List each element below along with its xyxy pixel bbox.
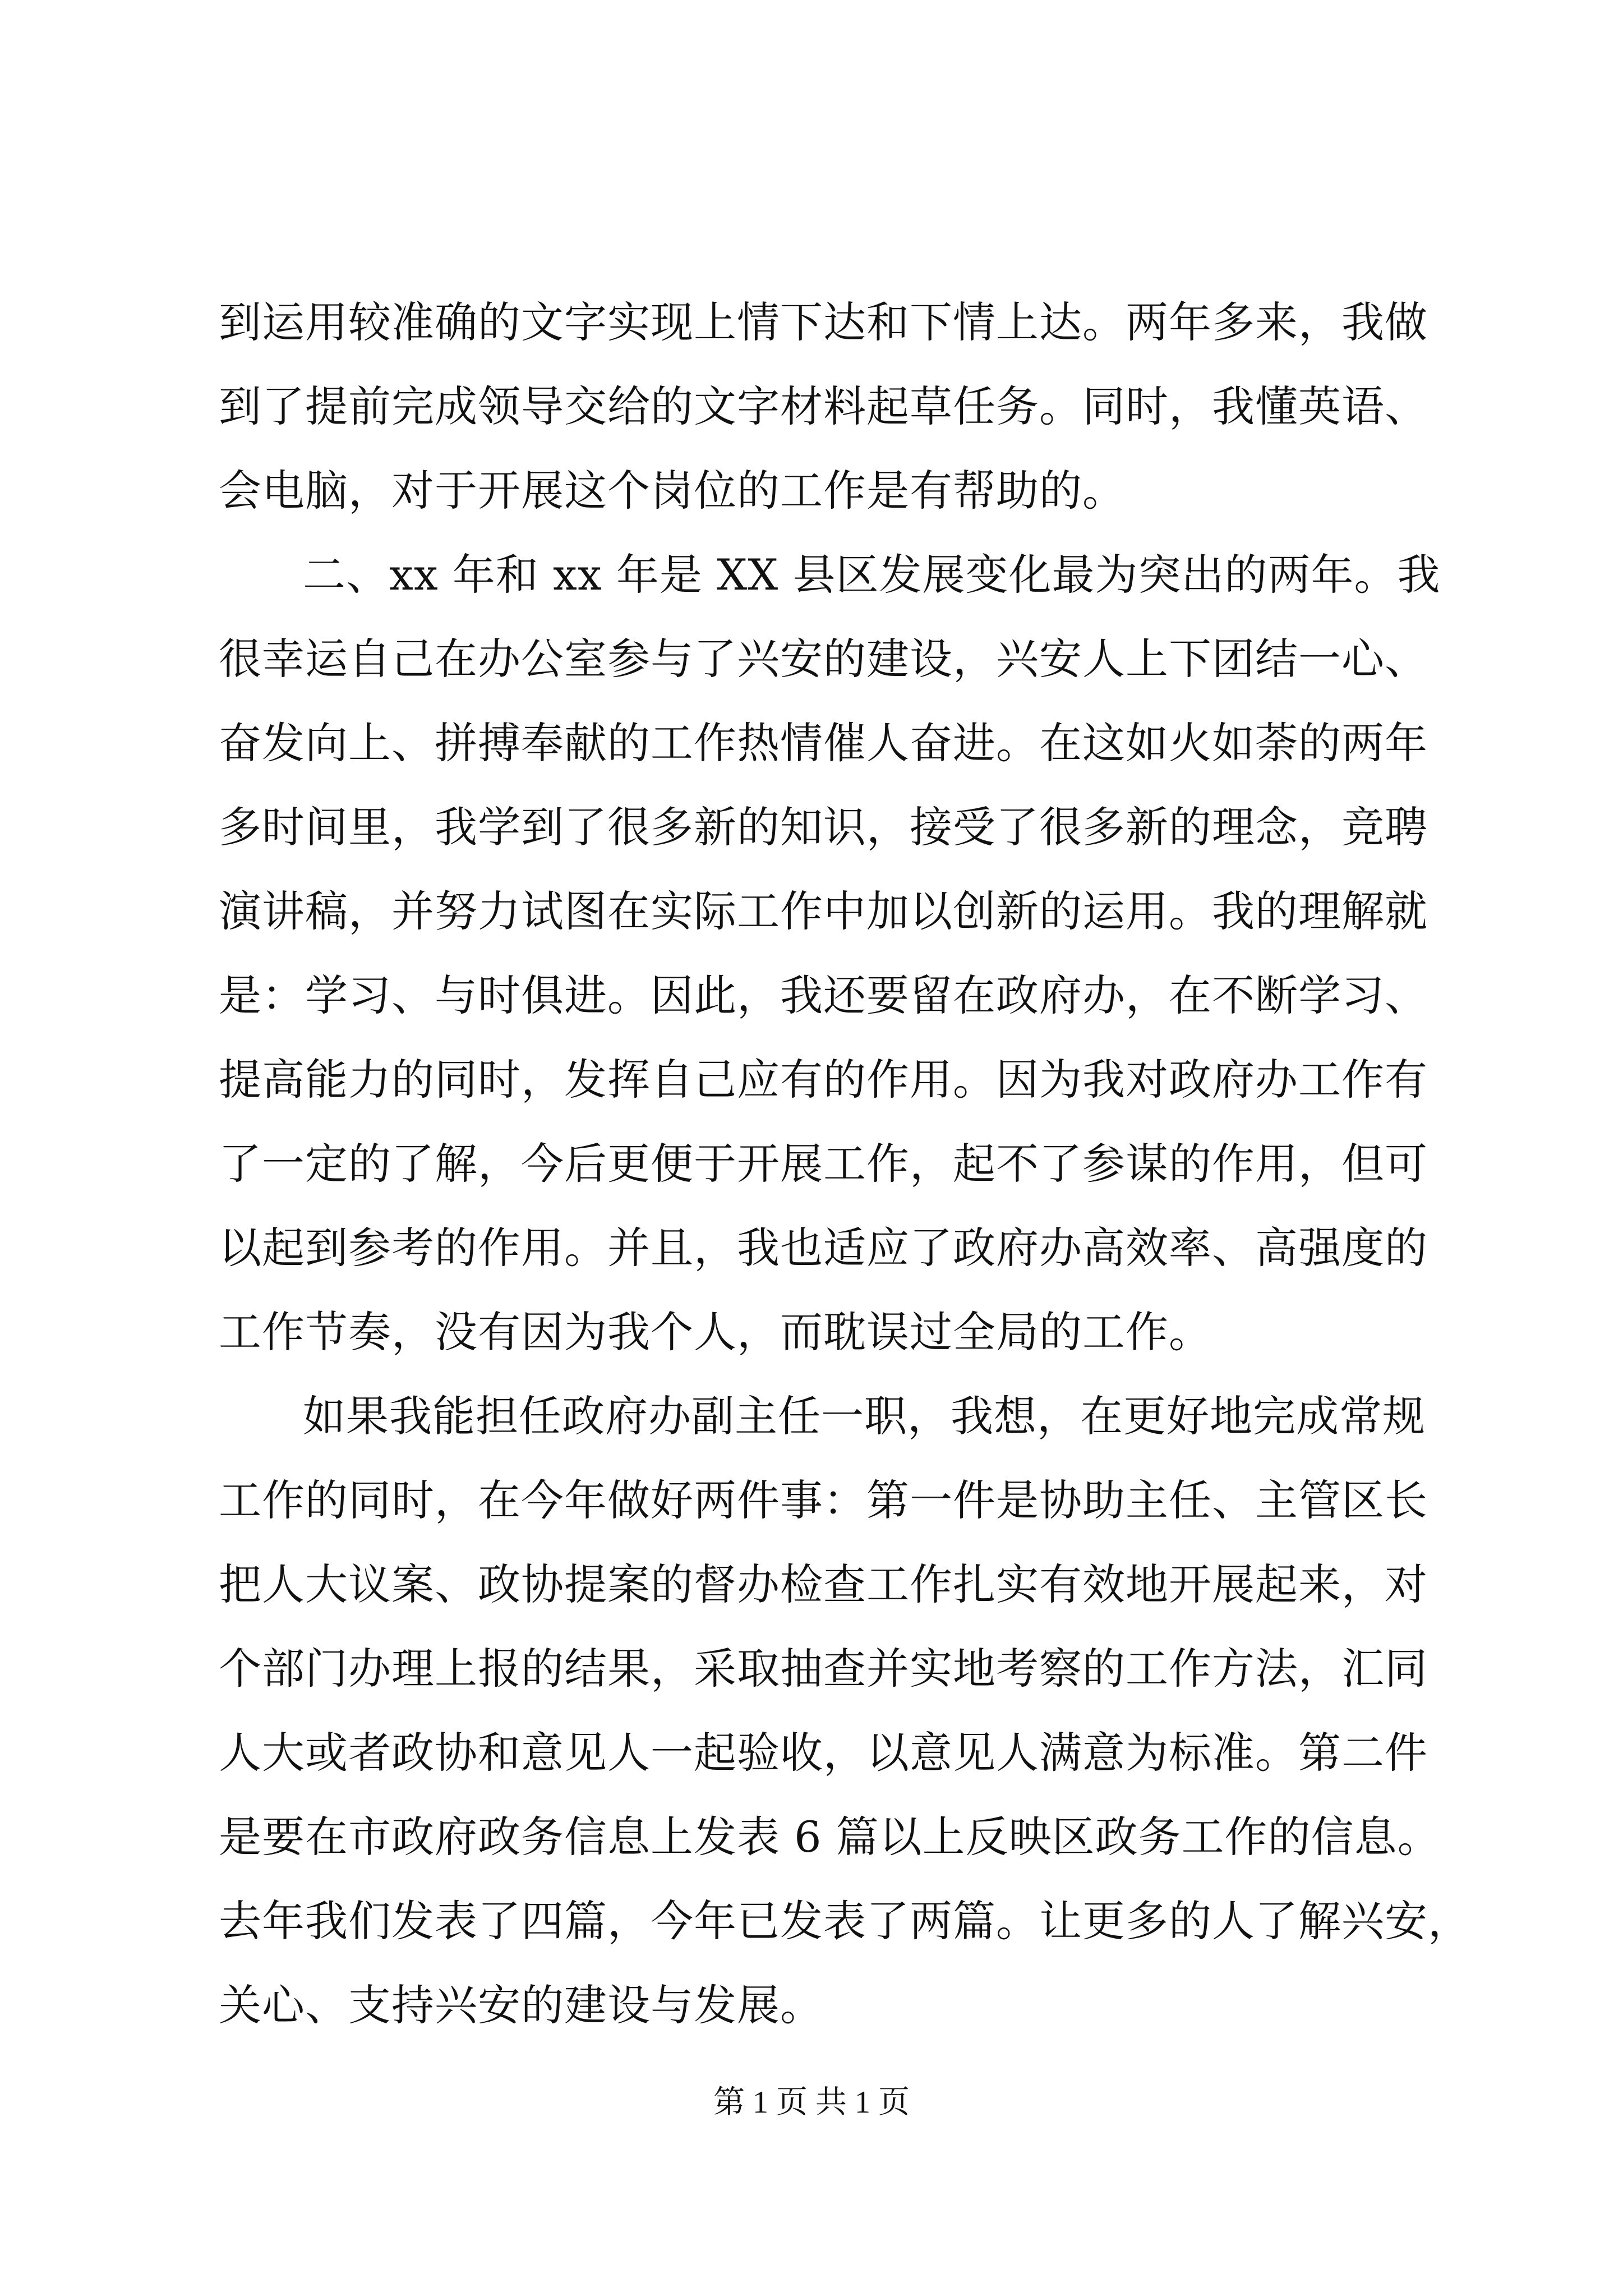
text-line: 人大或者政协和意见人一起验收，以意见人满意为标准。第二件: [219, 1728, 1428, 1778]
text-line: 去年我们发表了四篇，今年已发表了两篇。让更多的人了解兴安，: [219, 1896, 1471, 1946]
text-line: 到了提前完成领导交给的文字材料起草任务。同时，我懂英语、: [219, 381, 1428, 431]
text-line: 到运用较准确的文字实现上情下达和下情上达。两年多来，我做: [219, 297, 1428, 347]
text-line: 关心、支持兴安的建设与发展。: [219, 1980, 823, 2030]
text-line: 工作节奏，没有因为我个人，而耽误过全局的工作。: [219, 1307, 1212, 1357]
text-line: 是要在市政府政务信息上发表 6 篇以上反映区政务工作的信息。: [219, 1812, 1441, 1862]
paragraph-first-line: 如果我能担任政府办副主任一职，我想，在更好地完成常规: [303, 1391, 1426, 1441]
page-number-footer: 第 1 页 共 1 页: [713, 2085, 910, 2120]
paragraph-first-line: 二、xx 年和 xx 年是 XX 县区发展变化最为突出的两年。我: [303, 550, 1441, 600]
text-line: 会电脑，对于开展这个岗位的工作是有帮助的。: [219, 466, 1126, 516]
document-body: [219, 280, 1471, 2047]
text-line: 是：学习、与时俱进。因此，我还要留在政府办，在不断学习、: [219, 970, 1428, 1020]
text-line: 了一定的了解，今后更便于开展工作，起不了参谋的作用，但可: [219, 1139, 1428, 1189]
text-line: 很幸运自己在办公室参与了兴安的建设，兴安人上下团结一心、: [219, 634, 1428, 684]
text-line: 多时间里，我学到了很多新的知识，接受了很多新的理念，竞聘: [219, 802, 1428, 852]
text-line: 工作的同时，在今年做好两件事：第一件是协助主任、主管区长: [219, 1475, 1428, 1525]
text-line: 以起到参考的作用。并且，我也适应了政府办高效率、高强度的: [219, 1223, 1428, 1273]
text-line: 奋发向上、拼搏奉献的工作热情催人奋进。在这如火如荼的两年: [219, 718, 1428, 768]
text-line: 把人大议案、政协提案的督办检查工作扎实有效地开展起来，对: [219, 1559, 1428, 1609]
text-line: 提高能力的同时，发挥自己应有的作用。因为我对政府办工作有: [219, 1055, 1428, 1105]
text-line: 演讲稿，并努力试图在实际工作中加以创新的运用。我的理解就: [219, 886, 1428, 936]
text-line: 个部门办理上报的结果，采取抽查并实地考察的工作方法，汇同: [219, 1644, 1428, 1694]
